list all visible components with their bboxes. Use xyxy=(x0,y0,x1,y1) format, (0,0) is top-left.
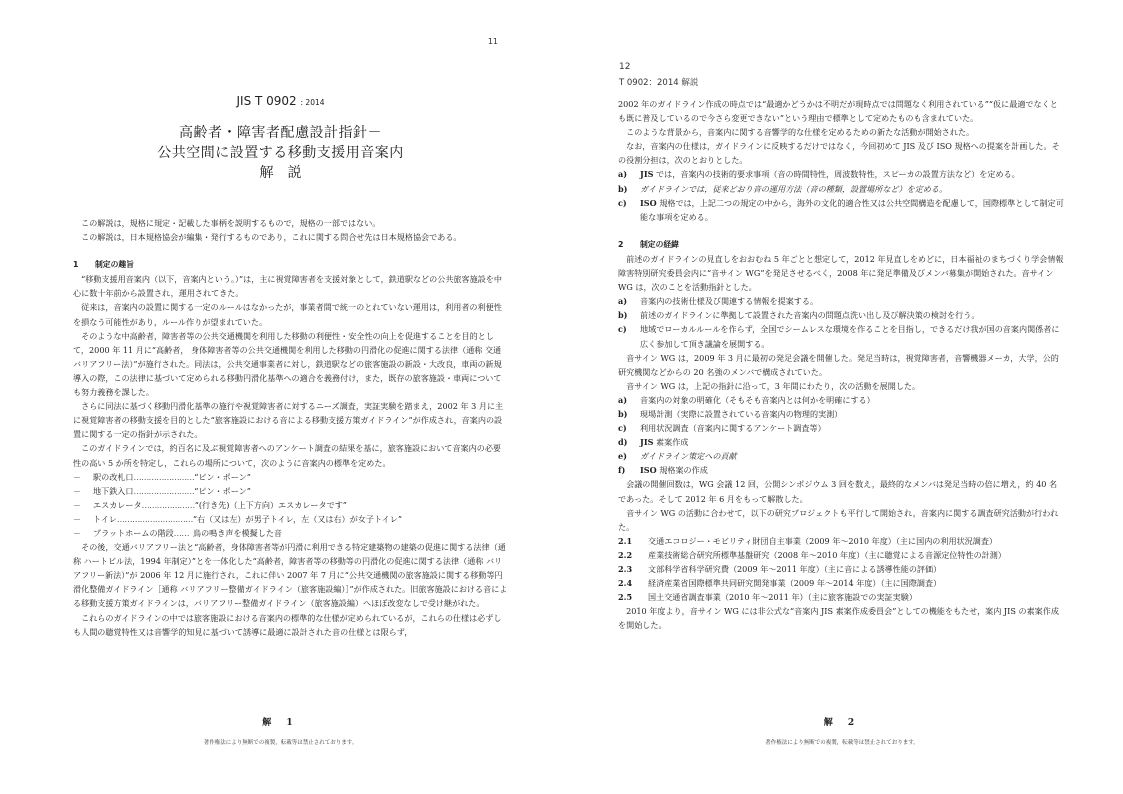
right-body xyxy=(618,97,1065,632)
leader-dots: ………………… xyxy=(141,499,195,510)
section-number: 1 xyxy=(73,260,79,270)
list-dash: － xyxy=(73,527,82,538)
list-dash: － xyxy=(73,513,82,524)
section-number: 2 xyxy=(618,239,624,249)
list-text: 利用状況調査（音案内に関するアンケート調査等） xyxy=(640,423,826,434)
leader-dots: ………………………… xyxy=(116,513,193,524)
list-item xyxy=(618,435,1065,449)
page-number: 12 xyxy=(619,62,631,72)
sound-list-item xyxy=(73,526,508,540)
left-page xyxy=(0,0,561,794)
list-item xyxy=(618,421,1065,435)
sound-list-item xyxy=(73,484,508,498)
list-item xyxy=(618,167,1065,181)
list-text: 産業技術総合研究所標準基盤研究（2008 年～2010 年度）（主に聴覚による音源定位特性の計測） xyxy=(648,549,1006,560)
list-item xyxy=(618,182,1065,196)
list-item xyxy=(618,196,1065,224)
list-item xyxy=(618,407,1065,421)
project-list xyxy=(618,534,1065,604)
list-item xyxy=(618,590,1065,604)
leader-dots: …… xyxy=(173,527,189,538)
paragraph: 音サイン WG の活動に合わせて，以下の研究プロジェクトも平行して開始され，音案内に関する調査研究活動が行われた。 xyxy=(618,507,1059,532)
list-dash: － xyxy=(73,485,82,496)
list-item xyxy=(618,393,1065,407)
list-text: 文部科学省科学研究費（2009 年～2011 年度）（主に音による誘導性能の評価） xyxy=(648,564,942,574)
paragraph: 前述のガイドラインの見直しをおおむね 5 年ごとと想定して，2012 年見直しをめどに，日本福祉のまちづくり学会情報障害特別研究委員会内に“音サイン WG”を発足させるべく，2008 年に発足準備及びメンバ募集が開始された。音サイン WG は，次のことを活動指針とした。 xyxy=(618,253,1064,293)
running-head: T 0902：2014 解説 xyxy=(619,78,699,88)
list-label: 2.2 xyxy=(618,549,633,560)
list-label: a) xyxy=(618,169,628,180)
list-text: ガイドラインでは，従来どおり音の運用方法（音の種類，設置場所など）を定める。 xyxy=(640,183,948,194)
paragraph: そのような中高齢者，障害者等の公共交通機関を利用した移動の利便性・安全性の向上を促進することを目的として，2000 年 11 月に“高齢者， 身体障害者等の公共交通機関を利用した移動の円滑化の促進に関する法律（通称 交通バリアフリー法）”が施行された。同法は，公共交通事業者に対し，鉄道駅などの旅客施設の新設・大改良，車両の新規導入の際，この法律に基づいて定められる移動円滑化基準への適合を義務付け，また，既存の旅客施設・車両についても努力義務を課した。 xyxy=(73,330,502,398)
list-label: a) xyxy=(618,394,628,405)
list-label: b) xyxy=(618,408,628,419)
list-item xyxy=(618,534,1065,548)
standard-year: : 2014 xyxy=(300,98,325,107)
intro-paragraph: この解説は，規格に規定・記載した事柄を説明するもので，規格の一部ではない。 xyxy=(81,218,381,228)
paragraph: 2010 年度より，音サイン WG には非公式な“音案内 JIS 素案作成委員会”としての機能をもたせ，案内 JIS の素案作成を開始した。 xyxy=(618,606,1059,631)
list-text: 地域でローカルルールを作らず，全国でシームレスな環境を作ることを目指し，できるだけ我が国の音案内関係者に広く参加して頂き議論を展開する。 xyxy=(640,324,1060,349)
list-label: 2.4 xyxy=(618,578,633,589)
location: プラットホームの階段 xyxy=(93,527,174,538)
standard-code xyxy=(0,94,561,108)
list-text: 前述のガイドラインに準拠して設置された音案内の問題点洗い出し及び解決策の検討を行う。 xyxy=(640,310,980,321)
list-item xyxy=(618,463,1065,477)
list-label: e) xyxy=(618,451,627,462)
list-text: 音案内の対象の明確化（そもそも音案内とは何かを明確にする） xyxy=(640,394,875,405)
list-text: 経済産業省国際標準共同研究開発事業（2009 年～2014 年度）（主に国際調査） xyxy=(648,578,942,589)
list-label: c) xyxy=(618,197,627,208)
list-lead: JIS xyxy=(640,437,654,448)
list-text xyxy=(640,167,1065,181)
paragraph: その後，交通バリアフリー法と“高齢者，身体障害者等が円滑に利用できる特定建築物の建築の促進に関する法律（通称 ハートビル法，1994 年制定）”とを一体化した“高齢者，障害者等の移動等の円滑化の促進に関する法律（通称 バリアフリー新法）”が 2006 年 12 月に施行され，これに伴い 2007 年 7 月に“公共交通機関の旅客施設に関する移動等円滑化整備ガイドライン［通称 バリアフリー整備ガイドライン（旅客施設編）］”が作成された。旧旅客施設における音による移動支援方策ガイドラインは，バリアフリー整備ガイドライン（旅客施設編）へほぼ改変なしで受け継がれた。 xyxy=(73,542,508,609)
list-label: 2.5 xyxy=(618,592,633,603)
sound-list-item xyxy=(73,470,508,484)
list-lead: JIS xyxy=(640,169,654,180)
list-body: 規格案の作成 xyxy=(656,465,708,476)
list-label: 2.3 xyxy=(618,564,633,574)
list-label: c) xyxy=(618,324,627,335)
title-line-1: 高齢者・障害者配慮設計指針－ xyxy=(179,125,382,141)
activity-list xyxy=(618,393,1065,478)
list-text xyxy=(640,463,1065,477)
list-dash: － xyxy=(73,471,82,482)
paragraph: 音サイン WG は，2009 年 3 月に最初の発足会議を開催した。発足当時は，視覚障害者，音響機器メーカ，大学，公的研究機関などからの 20 名強のメンバで構成されていた。 xyxy=(618,352,1059,377)
location: トイレ xyxy=(93,513,117,524)
list-dash: － xyxy=(73,499,82,510)
section-heading xyxy=(618,238,1065,252)
sound-list-item xyxy=(73,512,508,526)
list-body: 規格では，上記二つの規定の中から，海外の文化的適合性又は公共空間構造を配慮して，国際標準として制定可能な事項を定める。 xyxy=(640,197,1064,222)
list-label: 2.1 xyxy=(618,535,633,546)
list-label: b) xyxy=(618,183,628,194)
paragraph: 音サイン WG は，上記の指針に沿って，3 年間にわたり，次の活動を展開した。 xyxy=(626,380,921,391)
list-item xyxy=(618,449,1065,463)
list-text xyxy=(640,196,1065,224)
list-text: ガイドライン策定への貢献 xyxy=(640,451,737,462)
paragraph: これらのガイドラインの中では旅客施設における音案内の標準的な仕様が定められているが，これらの仕様は必ずしも人間の聴覚特性又は音響学的知見に基づいて誘導に最適に設計された音の仕様とは限らず， xyxy=(73,612,502,637)
list-text xyxy=(640,435,1065,449)
list-item xyxy=(618,308,1065,322)
sound-list xyxy=(73,470,508,540)
list-item xyxy=(618,322,1065,350)
list-item xyxy=(618,576,1065,590)
left-body xyxy=(73,216,508,639)
leader-dots: …………………… xyxy=(133,485,195,496)
sound-list-item xyxy=(73,498,508,512)
paragraph: なお，音案内の仕様は，ガイドラインに反映するだけではなく，今回初めて JIS 及び ISO 規格への提案を計画した。その役割分担は，次のとおりとした。 xyxy=(618,141,1060,166)
section-heading xyxy=(73,258,508,272)
paragraph: “移動支援用音案内（以下，音案内という。）”は，主に視覚障害者を支援対象として，鉄道駅などの公共旅客施設を中心に数十年前から設置され，運用されてきた。 xyxy=(73,274,502,299)
paragraph: 会議の開催回数は，WG 会議 12 回，公開シンポジウム 3 回を数え，最終的なメンバは発足当時の倍に増え，約 40 名であった。そして 2012 年 6 月をもって解散した。 xyxy=(618,479,1058,504)
role-list xyxy=(618,167,1065,223)
paragraph: 従来は，音案内の設置に関する一定のルールはなかったが，事業者間で統一のとれていない運用は，利用者の利便性を損なう可能性があり，ルール作りが望まれていた。 xyxy=(73,302,502,327)
footer-page-number: 解 2 xyxy=(823,718,861,728)
title-commentary: 解説 xyxy=(259,165,316,181)
list-label: f) xyxy=(618,465,626,476)
list-lead: ISO xyxy=(640,197,657,208)
list-body: では，音案内の技術的要求事項（音の時間特性，周波数特性，スピーカの設置方法など）を定める。 xyxy=(653,169,1020,180)
list-body: 素案作成 xyxy=(653,437,689,448)
footer-page-number: 解 1 xyxy=(262,718,299,728)
list-item xyxy=(618,294,1065,308)
sound-description: “ピン・ポーン” xyxy=(194,471,251,482)
list-text: 国土交通省調査事業（2010 年～2011 年）（主に旅客施設での実証実験） xyxy=(648,592,917,603)
sound-description: “ピン・ポーン” xyxy=(194,485,251,496)
paragraph: さらに同法に基づく移動円滑化基準の施行や視覚障害者に対するニーズ調査，実証実験を踏まえ，2002 年 3 月に主に視覚障害者の移動支援を目的とした“旅客施設における音による移動支援方策ガイドライン”が作成され，音案内の設置に関する一定の指針が示された。 xyxy=(73,401,504,440)
policy-list xyxy=(618,294,1065,350)
paragraph: このような背景から，音案内に関する音響学的な仕様を定めるための新たな活動が開始された。 xyxy=(626,127,975,138)
standard-number: JIS T 0902 xyxy=(236,94,297,108)
sound-description: 鳥の鳴き声を模擬した音 xyxy=(192,527,283,538)
section-title: 制定の趣旨 xyxy=(95,260,134,270)
paragraph: このガイドラインでは，約百名に及ぶ視覚障害者へのアンケート調査の結果を基に，旅客施設において音案内の必要性の高い 5 か所を特定し，これらの場所について，次のように音案内の標準を定めた。 xyxy=(73,443,502,468)
leader-dots: …………………… xyxy=(133,471,195,482)
intro-paragraph: この解説は，日本規格協会が編集・発行するものであり，これに関する問合せ先は日本規格協会である。 xyxy=(81,232,462,243)
list-label: d) xyxy=(618,437,628,448)
list-text: 音案内の技術仕様及び関連する情報を提案する。 xyxy=(640,296,819,307)
sound-description: “(行き先)（上下方向）エスカレータです” xyxy=(194,499,347,510)
list-label: a) xyxy=(618,296,628,307)
list-text: 交通エコロジー・モビリティ財団自主事業（2009 年～2010 年度）（主に国内の利用状況調査） xyxy=(648,535,998,546)
location: 地下鉄入口 xyxy=(93,485,134,496)
section-title: 制定の経緯 xyxy=(640,239,679,249)
list-label: c) xyxy=(618,423,627,434)
list-text: 現場計測（実際に設置されている音案内の物理的実測） xyxy=(640,408,843,419)
sound-description: “右（又は左）が男子トイレ，左（又は右）が女子トイレ” xyxy=(192,513,402,524)
list-item xyxy=(618,562,1065,576)
copyright-notice: 著作権法により無断での複製，転載等は禁止されております。 xyxy=(203,740,358,746)
list-lead: ISO xyxy=(640,465,657,476)
list-label: b) xyxy=(618,310,628,321)
list-item xyxy=(618,548,1065,562)
document-title xyxy=(0,123,561,183)
location: 駅の改札口 xyxy=(93,471,134,482)
copyright-notice: 著作権法により無断での複製，転載等は禁止されております。 xyxy=(765,740,919,746)
continuation-paragraph: 2002 年のガイドライン作成の時点では“最適かどうかは不明だが現時点では問題なく利用されている”“仮に最適でなくとも既に普及しているので今さら変更できない”という理由で標準として定めたものも含まれていた。 xyxy=(618,99,1058,124)
location: エスカレータ xyxy=(93,499,142,510)
page-number: 11 xyxy=(487,37,498,46)
title-line-2: 公共空間に設置する移動支援用音案内 xyxy=(157,145,404,161)
